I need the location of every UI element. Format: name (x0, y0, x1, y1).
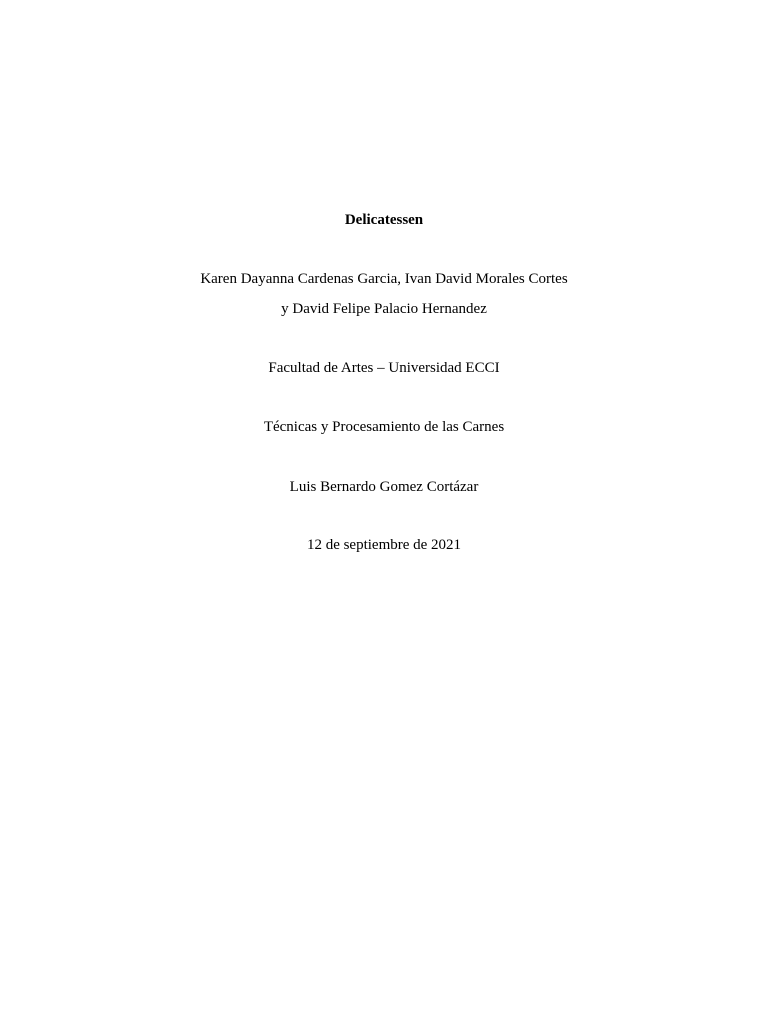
document-date: 12 de septiembre de 2021 (306, 537, 462, 553)
course-name: Técnicas y Procesamiento de las Carnes (263, 419, 505, 435)
authors-line-2: y David Felipe Palacio Hernandez (281, 301, 487, 317)
authors-line-1: Karen Dayanna Cardenas Garcia, Ivan David Morales Cortes (200, 271, 568, 287)
instructor-name: Luis Bernardo Gomez Cortázar (289, 479, 479, 495)
affiliation: Facultad de Artes – Universidad ECCI (268, 360, 500, 376)
document-title: Delicatessen (344, 212, 424, 228)
